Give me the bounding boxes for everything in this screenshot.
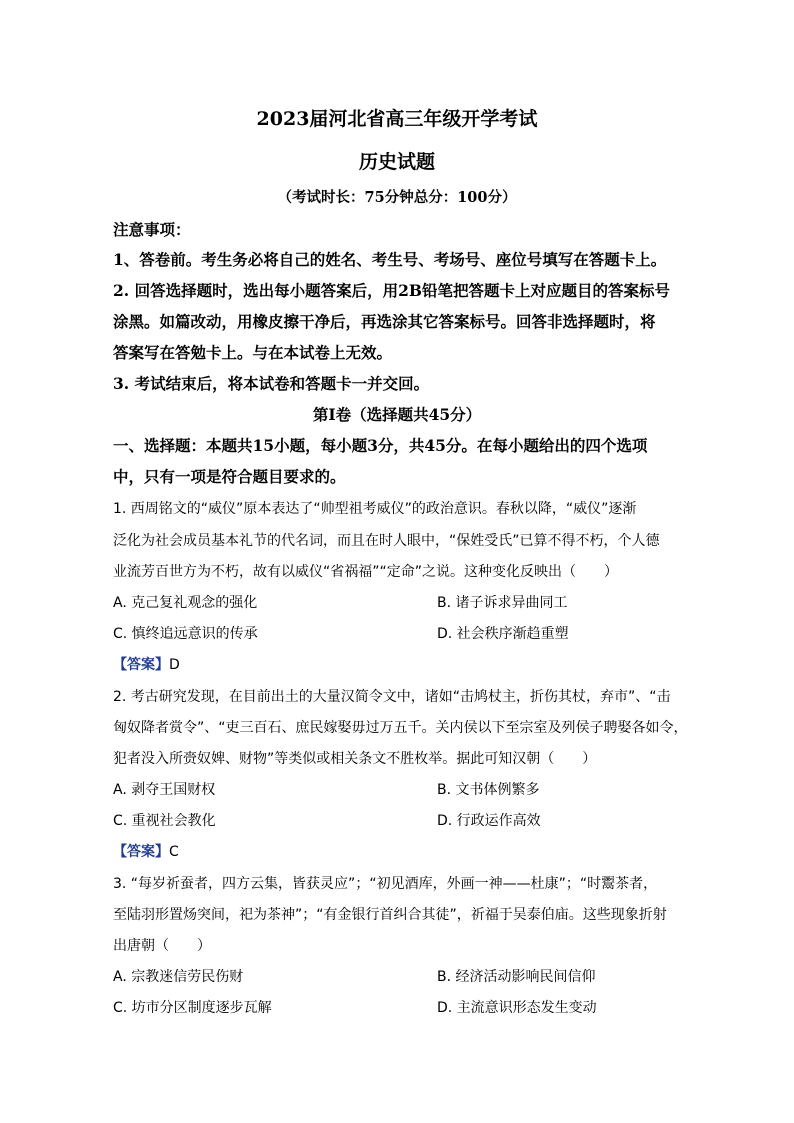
exam-subject: 历史试题 bbox=[358, 151, 435, 173]
question-3-line: 至陆羽形置炀突间，祀为茶神”；“有金银行首纠合其徒”，祈福于吴泰伯庙。这些现象折射 bbox=[113, 907, 667, 923]
question-1-line: 业流芳百世方为不朽，故有以威仪“省祸福”“定命”之说。这种变化反映出（ ） bbox=[113, 564, 619, 580]
question-2-line: 匈奴降者赏令”、“吏三百石、庶民嫁娶毋过万五千。关内侯以下至宗室及列侯子聘娶各如令， bbox=[113, 720, 688, 736]
exam-time-info: （考试时长：75分钟总分：100分） bbox=[277, 189, 517, 206]
question-3-option-c: C. 坊市分区制度逐步瓦解 bbox=[113, 1000, 272, 1016]
question-1-option-c: C. 慎终追远意识的传承 bbox=[113, 626, 258, 642]
answer-tag: 【答案】 bbox=[113, 657, 169, 673]
answer-value: D bbox=[169, 657, 180, 673]
question-2-option-c: C. 重视社会教化 bbox=[113, 813, 216, 829]
question-1-answer bbox=[113, 654, 180, 674]
question-1-line: 泛化为社会成员基本礼节的代名词，而且在时人眼中，“保姓受氏”已算不得不朽，个人德 bbox=[113, 533, 660, 549]
question-2-option-d: D. 行政运作高效 bbox=[437, 813, 541, 829]
exam-title: 2023届河北省高三年级开学考试 bbox=[256, 108, 538, 130]
question-3-line: 出唐朝（ ） bbox=[113, 938, 211, 954]
question-1-option-d: D. 社会秩序渐趋重塑 bbox=[437, 626, 569, 642]
question-3-line: 3. “每岁祈蚕者，四方云集，皆获灵应”；“初见酒库，外画一神——杜康”；“时鬻茶者， bbox=[113, 876, 658, 892]
question-1-option-a: A. 克己复礼观念的强化 bbox=[113, 595, 258, 611]
question-2-line: 犯者没入所赍奴婢、财物”等类似或相关条文不胜枚举。据此可知汉朝（ ） bbox=[113, 751, 597, 767]
question-3-option-b: B. 经济活动影响民间信仰 bbox=[437, 969, 596, 985]
section-intro-line: 一、选择题：本题共15小题，每小题3分，共45分。在每小题给出的四个选项 bbox=[113, 436, 648, 455]
notes-heading: 注意事项： bbox=[113, 220, 191, 239]
question-2-answer bbox=[113, 841, 179, 861]
section-heading: 第I卷（选择题共45分） bbox=[312, 405, 482, 424]
question-2-option-b: B. 文书体例繁多 bbox=[437, 782, 540, 798]
question-1-line: 1. 西周铭文的“威仪”原本表达了“帅型祖考威仪”的政治意识。春秋以降，“威仪”逐渐 bbox=[113, 501, 637, 517]
section-intro-line: 中，只有一项是符合题目要求的。 bbox=[113, 467, 346, 486]
notes-line: 3. 考试结束后，将本试卷和答题卡一并交回。 bbox=[113, 374, 430, 393]
notes-line: 1、答卷前。考生务必将自己的姓名、考生号、考场号、座位号填写在答题卡上。 bbox=[113, 250, 667, 269]
question-1-option-b: B. 诸子诉求异曲同工 bbox=[437, 595, 568, 611]
answer-tag: 【答案】 bbox=[113, 844, 169, 860]
question-2-option-a: A. 剥夺王国财权 bbox=[113, 782, 216, 798]
answer-value: C bbox=[169, 844, 179, 860]
question-3-option-d: D. 主流意识形态发生变动 bbox=[437, 1000, 597, 1016]
notes-line: 2. 回答选择题时，选出每小题答案后，用2B铅笔把答题卡上对应题目的答案标号 bbox=[113, 281, 670, 300]
question-2-line: 2. 考古研究发现，在目前出土的大量汉简令文中，诸如“击鸠杖主，折伤其杖，弃市”、“击 bbox=[113, 689, 671, 705]
notes-line: 答案写在答勉卡上。与在本试卷上无效。 bbox=[113, 343, 393, 362]
notes-line: 涂黑。如篇改动，用橡皮擦干净后，再选涂其它答案标号。回答非选择题时，将 bbox=[113, 312, 656, 331]
question-3-option-a: A. 宗教迷信劳民伤财 bbox=[113, 969, 244, 985]
